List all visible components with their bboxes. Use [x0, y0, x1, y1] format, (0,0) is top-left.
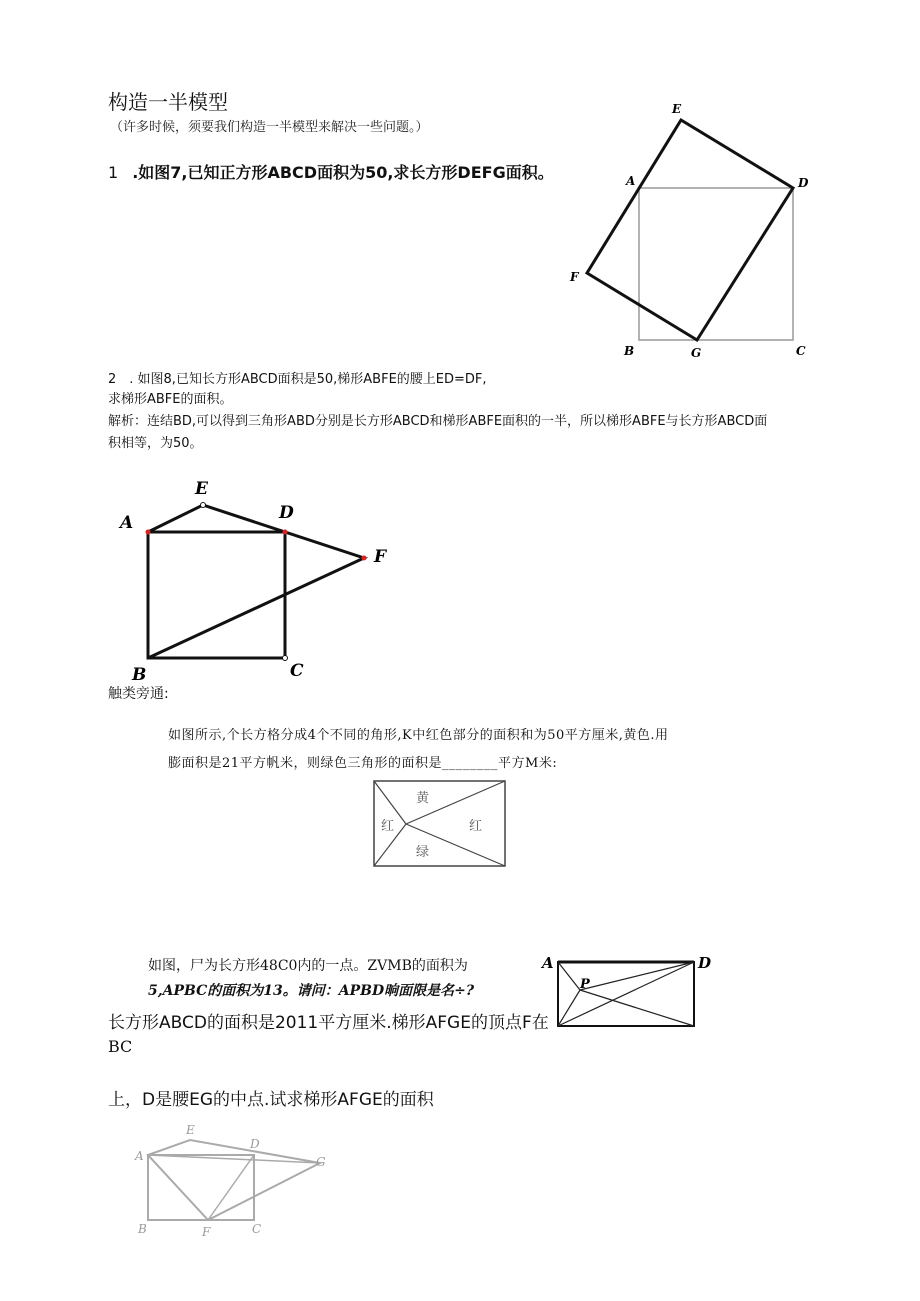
- fig8-label-c: C: [290, 661, 304, 681]
- problem3-line2: BC: [108, 1037, 133, 1056]
- line-bd: [558, 962, 694, 1026]
- trapezoid-afge: [148, 1140, 320, 1220]
- figure-p-rectangle: [540, 950, 720, 1030]
- rectangle-defg: [587, 120, 793, 340]
- analog-heading: 触类旁通:: [108, 686, 169, 702]
- figlast-label-b: B: [138, 1222, 147, 1236]
- fig7-label-d: D: [798, 176, 809, 190]
- section-subtitle: （许多时候，须要我们构造一半模型来解决一些问题。）: [110, 120, 429, 135]
- rectangle-abcd-final: [148, 1155, 254, 1220]
- figlast-label-g: G: [316, 1155, 326, 1169]
- fig7-label-f: F: [570, 270, 579, 284]
- fig8-label-e: E: [195, 479, 208, 499]
- figp-label-p: P: [580, 977, 590, 992]
- figlast-label-a: A: [135, 1149, 144, 1163]
- fig7-label-c: C: [796, 344, 806, 358]
- problem3-line3: 上，D是腰EG的中点.试求梯形AFGE的面积: [108, 1090, 434, 1110]
- figlast-label-d: D: [250, 1137, 260, 1151]
- label-yellow: 黄: [416, 791, 430, 806]
- question-1-text: .如图7,已知正方形ABCD面积为50,求长方形DEFG面积。: [132, 163, 554, 182]
- figlast-label-f: F: [202, 1225, 211, 1239]
- question-2-line1: 2 . 如图8,已知长方形ABCD面积是50,梯形ABFE的腰上ED=DF,: [108, 372, 487, 387]
- fig8-label-a: A: [120, 513, 134, 533]
- line-df: [208, 1155, 254, 1220]
- figlast-label-e: E: [186, 1123, 195, 1137]
- trapezoid-abfe: [148, 505, 364, 658]
- rectangle-abcd: [148, 532, 285, 658]
- point-a: [146, 530, 151, 535]
- question-1-number: 1: [108, 163, 119, 182]
- question-1: [108, 160, 554, 183]
- fig8-label-f: F: [374, 547, 387, 567]
- question-2-line2: 求梯形ABFE的面积。: [108, 392, 233, 407]
- label-red-left: 红: [381, 819, 395, 834]
- point-f: [362, 556, 367, 561]
- fig8-label-d: D: [279, 503, 294, 523]
- fig7-label-e: E: [672, 102, 682, 116]
- fig7-label-a: A: [626, 174, 636, 188]
- solution-line1: 解析：连结BD,可以得到三角形ABD分别是长方形ABCD和梯形ABFE面积的一半，所以梯形ABFE与长方形ABCD面: [108, 414, 768, 429]
- point-e: [201, 503, 206, 508]
- line-pa: [558, 962, 580, 990]
- figure-afge: [130, 1120, 350, 1245]
- line-pd: [580, 962, 694, 990]
- analog-line1: 如图所示,个长方格分成4个不同的角形,K中红色部分的面积和为50平方厘米,黄色.用: [168, 728, 669, 743]
- analog-line2: 膨面积是21平方帆米，则绿色三角形的面积是________平方M米:: [168, 756, 558, 771]
- figure-7: [560, 95, 820, 365]
- color-region-figure: [373, 780, 507, 868]
- label-green: 绿: [416, 845, 430, 860]
- point-d: [283, 530, 288, 535]
- label-red-right: 红: [469, 819, 483, 834]
- fig8-label-b: B: [132, 665, 147, 685]
- point-c: [283, 656, 288, 661]
- figure-8: [115, 470, 405, 690]
- fig7-label-b: B: [624, 344, 635, 358]
- problem2-line2: 5,APBC的面积为13。请问：APBD晌面限是名÷?: [148, 983, 475, 999]
- figp-label-a: A: [542, 954, 554, 972]
- diag-line-1: [374, 781, 406, 824]
- problem3-line1: 长方形ABCD的面积是2011平方厘米.梯形AFGE的顶点F在: [108, 1013, 549, 1033]
- figp-label-d: D: [698, 954, 712, 972]
- solution-line2: 积相等，为50。: [108, 436, 203, 451]
- figlast-label-c: C: [252, 1222, 262, 1236]
- fig7-label-g: G: [691, 346, 702, 360]
- section-title: 构造一半模型: [108, 90, 228, 114]
- problem2-line1: 如图，尸为长方形48C0内的一点。ZVMB的面积为: [148, 958, 468, 974]
